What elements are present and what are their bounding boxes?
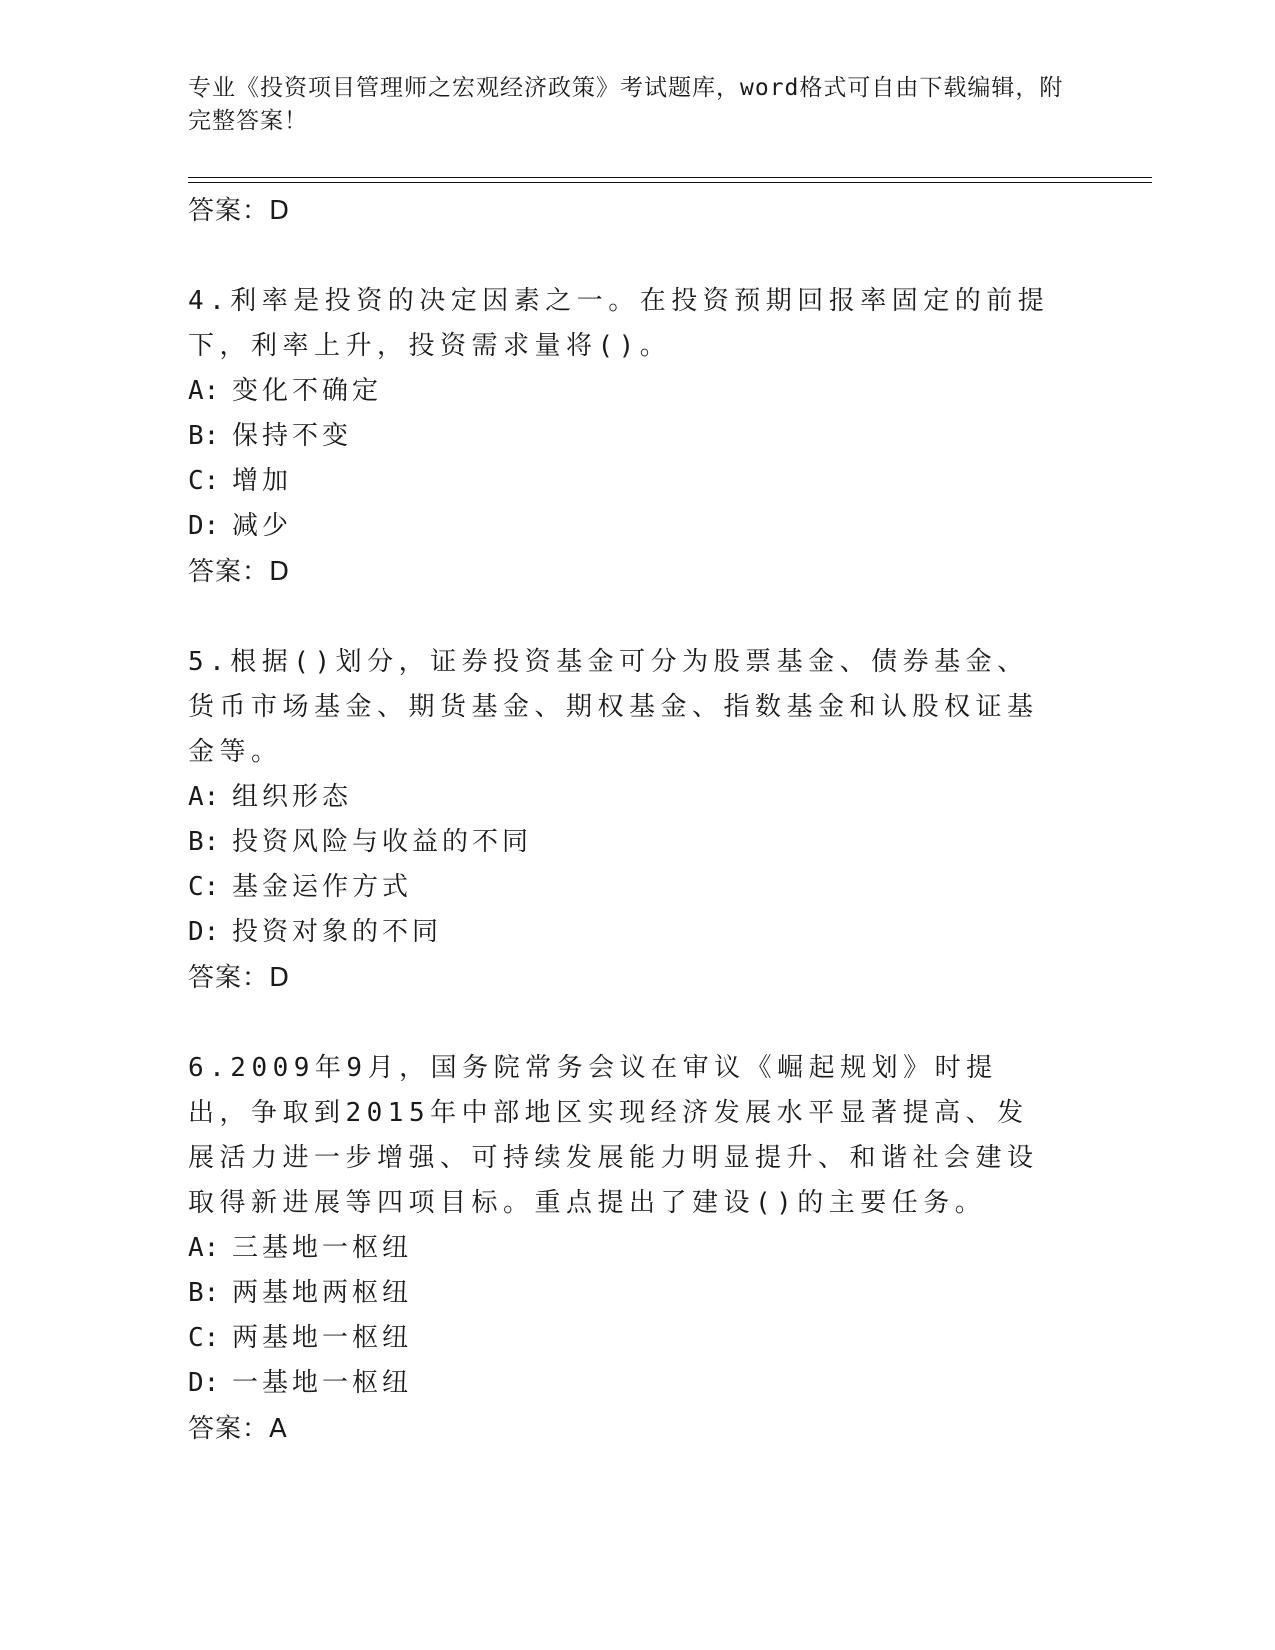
option-text: 减少 [232,511,293,541]
option-text: 组织形态 [232,782,353,812]
option-text: 增加 [232,466,293,496]
option-key: B: [188,421,220,451]
option-c [188,1316,1148,1361]
option-text: 一基地一枢纽 [232,1368,413,1398]
option-b [188,1271,1148,1316]
option-text: 投资对象的不同 [232,917,443,947]
option-text: 保持不变 [232,421,353,451]
option-key: B: [188,827,220,857]
answer-line: 答案：A [188,1414,288,1444]
option-d [188,1361,1148,1406]
option-c [188,865,1148,910]
option-a [188,369,1148,414]
question-item [188,640,1148,1001]
document-header: 专业《投资项目管理师之宏观经济政策》考试题库，word格式可自由下载编辑，附完整答案！ [188,75,1064,134]
question-item [188,1046,1148,1452]
option-key: B: [188,1278,220,1308]
answer-line: 答案：D [188,963,291,993]
option-key: C: [188,466,220,496]
option-text: 变化不确定 [232,376,383,406]
option-key: A: [188,782,220,812]
option-d [188,910,1148,955]
option-text: 投资风险与收益的不同 [232,827,533,857]
question-item [188,279,1148,595]
option-a [188,775,1148,820]
option-key: A: [188,1233,220,1263]
option-a [188,1226,1148,1271]
question-text: 6.2009年9月，国务院常务会议在审议《崛起规划》时提出，争取到2015年中部地区实现经济发展水平显著提高、发展活力进一步增强、可持续发展能力明显提升、和谐社会建设取得新进展等四项目标。重点提出了建设()的主要任务。 [188,1053,1039,1218]
option-key: C: [188,872,220,902]
option-d [188,504,1148,549]
answer-line: 答案：D [188,557,291,587]
header-rule-top [188,177,1152,178]
question-text: 5.根据()划分，证券投资基金可分为股票基金、债券基金、货币市场基金、期货基金、期权基金、指数基金和认股权证基金等。 [188,647,1039,767]
option-b [188,414,1148,459]
option-text: 两基地一枢纽 [232,1323,413,1353]
option-key: D: [188,511,220,541]
header-rule-bottom [188,182,1152,183]
option-b [188,820,1148,865]
option-text: 三基地一枢纽 [232,1233,413,1263]
option-key: D: [188,1368,220,1398]
option-key: A: [188,376,220,406]
option-key: C: [188,1323,220,1353]
question-text: 4.利率是投资的决定因素之一。在投资预期回报率固定的前提下，利率上升，投资需求量将()。 [188,286,1050,361]
option-text: 基金运作方式 [232,872,413,902]
option-text: 两基地两枢纽 [232,1278,413,1308]
option-c [188,459,1148,504]
option-key: D: [188,917,220,947]
answer-line: 答案：D [188,196,291,226]
question-list [188,188,1148,1452]
